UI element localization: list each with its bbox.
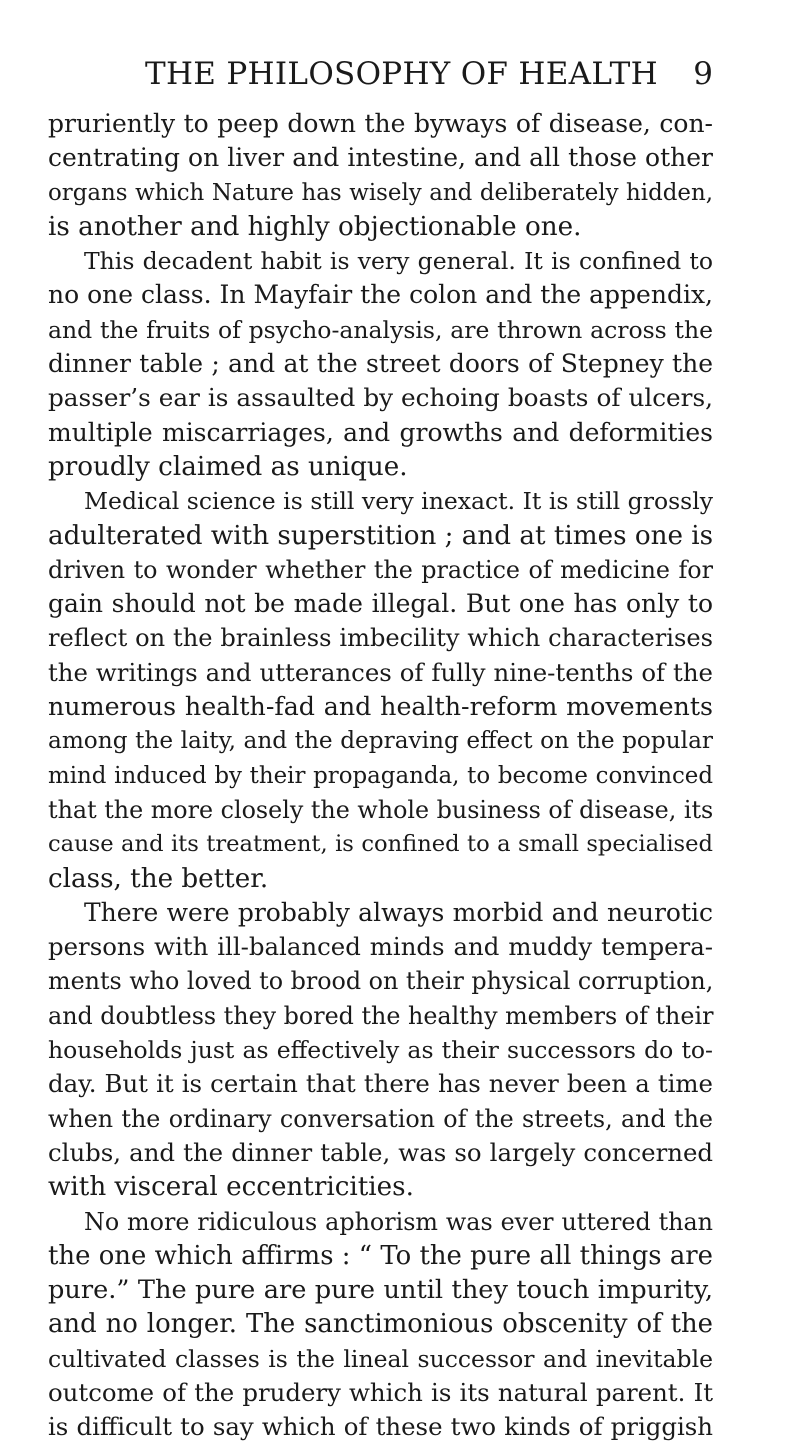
text-line: with visceral eccentricities. <box>48 1172 414 1203</box>
text-line: proudly claimed as unique. <box>48 451 408 482</box>
text-line: among the laity, and the depraving effect on the popular <box>48 727 713 755</box>
body-text <box>48 107 713 1445</box>
text-line: pruriently to peep down the byways of disease, con- <box>48 109 713 138</box>
page-number: 9 <box>693 56 713 92</box>
text-line: is another and highly objectionable one. <box>48 211 582 242</box>
text-line: No more ridiculous aphorism was ever uttered than <box>84 1207 713 1236</box>
text-line: pure.” The pure are pure until they touch impurity, <box>48 1275 713 1306</box>
text-line: dinner table ; and at the street doors of Stepney the <box>48 349 713 379</box>
text-line: the writings and utterances of fully nine-tenths of the <box>48 657 713 687</box>
text-line: This decadent habit is very general. It is confined to <box>84 247 713 276</box>
text-line: organs which Nature has wisely and deliberately hidden, <box>48 179 713 206</box>
text-line: mind induced by their propaganda, to become convinced <box>48 762 713 789</box>
text-line: that the more closely the whole business of disease, its <box>48 795 714 824</box>
text-line: class, the better. <box>48 863 269 894</box>
text-line: when the ordinary conversation of the streets, and the <box>48 1104 713 1133</box>
text-line: and no longer. The sanctimonious obscenity of the <box>48 1309 713 1340</box>
text-line: day. But it is certain that there has never been a time <box>48 1069 713 1099</box>
text-line: numerous health-fad and health-reform movements <box>48 692 713 722</box>
text-line: passer’s ear is assaulted by echoing boasts of ulcers, <box>48 383 713 413</box>
text-line: households just as effectively as their successors do to- <box>48 1036 713 1065</box>
text-line: persons with ill-balanced minds and muddy tempera- <box>48 932 713 962</box>
text-line: adulterated with superstition ; and at times one is <box>48 520 714 551</box>
text-line: and doubtless they bored the healthy members of their <box>48 1001 714 1030</box>
text-line: There were probably always morbid and neurotic <box>84 897 713 927</box>
text-line: cause and its treatment, is confined to a small specialised <box>48 831 713 858</box>
text-line: outcome of the prudery which is its natural parent. It <box>48 1377 713 1407</box>
text-line: driven to wonder whether the practice of medicine for <box>48 555 713 584</box>
text-line: reflect on the brainless imbecility which characterises <box>48 624 713 653</box>
text-line: the one which affirms : “ To the pure all things are <box>48 1240 713 1271</box>
text-line: clubs, and the dinner table, was so largely concerned <box>48 1137 713 1167</box>
running-title: THE PHILOSOPHY OF HEALTH <box>145 56 658 92</box>
text-line: multiple miscarriages, and growths and deformities <box>48 417 713 447</box>
text-line: ments who loved to brood on their physical corruption, <box>48 967 714 996</box>
text-line: gain should not be made illegal. But one has only to <box>48 589 713 619</box>
text-line: cultivated classes is the lineal successor and inevitable <box>48 1344 713 1373</box>
text-line: Medical science is still very inexact. It is still grossly <box>84 487 713 516</box>
text-line: centrating on liver and intestine, and all those other <box>48 143 713 173</box>
text-line: and the fruits of psycho-analysis, are thrown across the <box>48 315 713 344</box>
text-line: is difficult to say which of these two kinds of priggish <box>48 1412 713 1442</box>
text-line: no one class. In Mayfair the colon and the appendix, <box>48 280 713 310</box>
page-header <box>145 56 713 96</box>
